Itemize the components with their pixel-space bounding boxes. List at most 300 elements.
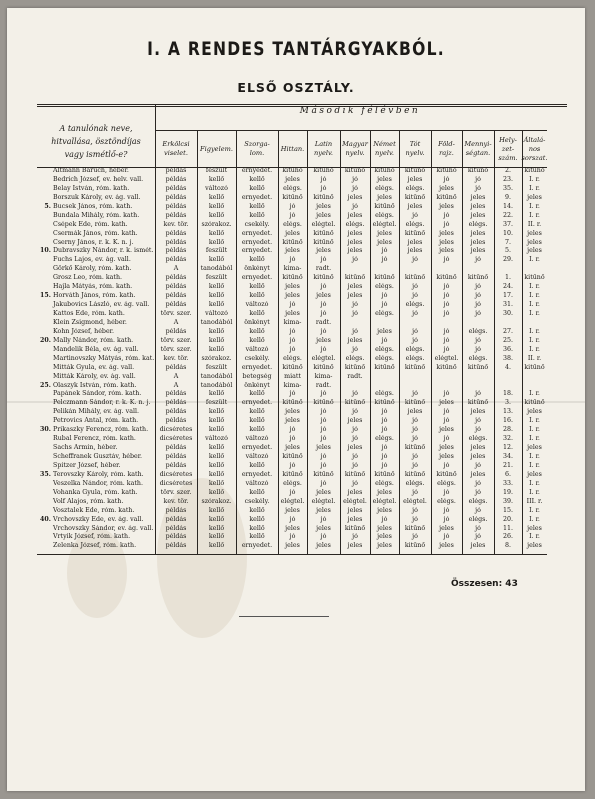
grade-cell: jeles bbox=[347, 515, 363, 523]
grade-cell: jó bbox=[320, 533, 327, 541]
grade-cell: kellő bbox=[208, 479, 225, 487]
grade-cell: kitűnő bbox=[313, 238, 334, 246]
student-name: Dubravszky Nándor, r. k. ismét. bbox=[53, 247, 154, 255]
grade-cell: jó bbox=[320, 327, 327, 335]
grade-cell: feszült bbox=[205, 167, 228, 174]
grade-cell: jó bbox=[443, 488, 450, 496]
student-name-cell bbox=[37, 525, 155, 534]
grade-cell: jó bbox=[443, 175, 450, 183]
grade-cell: kellő bbox=[249, 426, 265, 434]
grade-cell: önkényt bbox=[244, 265, 270, 273]
student-name-cell bbox=[37, 382, 155, 391]
grade-cell: I. r. bbox=[529, 435, 540, 443]
grade-cell: jó bbox=[475, 292, 481, 300]
grade-cell: radt. bbox=[347, 372, 363, 380]
grade-cell: szórakoz. bbox=[201, 354, 232, 362]
grade-cell: kellő bbox=[249, 506, 265, 514]
grade-cell: kellő bbox=[208, 408, 225, 416]
grade-cell: ernyedet. bbox=[241, 274, 273, 282]
grade-cell: II. r. bbox=[527, 354, 542, 362]
table-row bbox=[37, 399, 567, 408]
grade-cell: jeles bbox=[316, 247, 331, 255]
grade-cell: jeles bbox=[470, 542, 486, 550]
grade-cell: kellő bbox=[249, 292, 265, 300]
column-header-line: Föld- bbox=[438, 140, 455, 148]
grade-cell: kitűnő bbox=[436, 167, 457, 174]
grade-cell: elégs. bbox=[375, 211, 394, 219]
student-name: Borszuk Károly, ev. ág. vall. bbox=[53, 193, 141, 201]
grade-cell: példás bbox=[165, 193, 187, 201]
grade-cell: kitűnő bbox=[313, 363, 334, 371]
table-row bbox=[37, 408, 567, 417]
grade-cell: jeles bbox=[439, 444, 454, 452]
student-name: Pelikán Mihály, ev. ág. vall. bbox=[53, 408, 140, 416]
grade-cell: jó bbox=[320, 453, 327, 460]
grade-cell: feszült bbox=[205, 247, 228, 255]
column-header-line: nyelv. bbox=[313, 149, 334, 157]
grade-cell: jeles bbox=[470, 444, 486, 452]
grade-cell: változó bbox=[205, 435, 228, 443]
column-header bbox=[278, 130, 307, 168]
grade-cell: kellő bbox=[208, 533, 225, 541]
grade-cell: jeles bbox=[377, 524, 392, 532]
grade-cell: kellő bbox=[208, 524, 225, 532]
grade-cell: jó bbox=[443, 417, 450, 425]
grade-cell: elégs. bbox=[405, 354, 425, 362]
grade-cell: kellő bbox=[249, 336, 265, 344]
grade-cell: jeles bbox=[439, 453, 454, 460]
table-row bbox=[37, 212, 567, 221]
student-name-cell bbox=[37, 212, 155, 221]
grade-cell: törv. szer. bbox=[160, 310, 192, 317]
student-name-cell bbox=[37, 256, 155, 265]
grade-cell: jó bbox=[475, 390, 481, 398]
grade-cell: A bbox=[173, 381, 179, 389]
table-row bbox=[37, 346, 567, 355]
student-name-cell bbox=[37, 408, 155, 417]
grade-cell: kitűnő bbox=[467, 167, 489, 174]
grade-cell: jó bbox=[412, 283, 418, 291]
grade-cell: jó bbox=[475, 301, 481, 309]
grade-cell: kitűnő bbox=[524, 167, 545, 174]
grade-cell: kellő bbox=[208, 345, 225, 353]
grade-cell: jó bbox=[289, 515, 296, 523]
grade-cell: jó bbox=[289, 336, 296, 344]
grade-cell: jó bbox=[412, 435, 418, 443]
grade-cell: példás bbox=[165, 444, 187, 452]
grade-cell: jó bbox=[443, 506, 450, 514]
grade-cell: jó bbox=[352, 533, 358, 541]
grade-cell: kellő bbox=[208, 256, 225, 264]
grade-cell: jeles bbox=[347, 542, 363, 550]
grade-cell: kellő bbox=[249, 211, 265, 219]
column-header-line: Hely- bbox=[499, 135, 517, 144]
student-name: Hajla Mátyás, róm. kath. bbox=[53, 283, 133, 291]
grade-cell: tanodából bbox=[200, 372, 233, 380]
grade-cell: jeles bbox=[377, 533, 392, 541]
grade-cell: jó bbox=[381, 256, 388, 264]
page-title: I. A RENDES TANTÁRGYAKBÓL. bbox=[147, 38, 445, 60]
grade-cell: példás bbox=[165, 175, 187, 183]
table-row bbox=[37, 516, 567, 525]
table-row bbox=[37, 247, 567, 256]
table-row bbox=[37, 319, 567, 328]
grade-cell: példás bbox=[165, 256, 187, 264]
grade-cell: jeles bbox=[439, 229, 454, 237]
grade-cell: jeles bbox=[316, 336, 331, 344]
grade-cell: I. r. bbox=[529, 426, 540, 434]
grade-cell: kitűnő bbox=[374, 399, 395, 407]
student-name-cell bbox=[37, 516, 155, 525]
grade-cell: jó bbox=[412, 211, 418, 219]
grade-cell: tanodából bbox=[200, 318, 233, 326]
grade-cell: 27. bbox=[502, 327, 513, 335]
grade-cell: I. r. bbox=[529, 310, 540, 317]
grade-cell: radt. bbox=[315, 265, 332, 273]
student-name-cell bbox=[37, 230, 155, 239]
student-name: Martinovszky Mátyás, róm. kat. bbox=[53, 354, 155, 362]
grade-cell: jó bbox=[381, 515, 388, 523]
table-row bbox=[37, 462, 567, 471]
grade-cell: A bbox=[173, 372, 179, 380]
grade-cell: kellő bbox=[249, 256, 265, 264]
grade-cell: kima- bbox=[283, 318, 302, 326]
grade-cell: kitűnő bbox=[344, 470, 366, 478]
student-name: Kattos Ede, róm. kath. bbox=[53, 310, 125, 317]
grade-cell: jeles bbox=[285, 506, 300, 514]
grade-cell: kitűnő bbox=[282, 470, 303, 478]
grade-cell: 16. bbox=[502, 417, 513, 425]
grade-cell: példás bbox=[165, 524, 187, 532]
grade-cell: kitűnő bbox=[404, 167, 426, 174]
student-name: Petrovics Antal, róm. kath. bbox=[53, 417, 139, 425]
grade-cell: elégs. bbox=[405, 301, 425, 309]
grade-cell: jó bbox=[289, 202, 296, 210]
grade-cell: jó bbox=[443, 336, 450, 344]
grade-cell: jeles bbox=[316, 542, 331, 550]
grade-cell: példás bbox=[165, 247, 187, 255]
column-header-line: Tót bbox=[409, 140, 421, 148]
grade-cell: jeles bbox=[347, 488, 363, 496]
grade-cell: ernyedet. bbox=[241, 247, 273, 255]
student-name-cell bbox=[37, 301, 155, 310]
grade-cell: kellő bbox=[249, 175, 265, 183]
grade-cell: jó bbox=[475, 310, 481, 317]
grade-cell: példás bbox=[165, 238, 187, 246]
grade-cell: jeles bbox=[316, 292, 331, 300]
grade-cell: I. r. bbox=[529, 202, 540, 210]
column-header-line: zet- bbox=[501, 144, 515, 153]
grade-cell: jó bbox=[443, 515, 450, 523]
table-row bbox=[37, 328, 567, 337]
grade-cell: jeles bbox=[377, 193, 392, 201]
grade-cell: ernyedet. bbox=[241, 542, 273, 550]
grade-cell: elégs. bbox=[345, 354, 365, 362]
table-row bbox=[37, 507, 567, 516]
table-row bbox=[37, 283, 567, 292]
grade-cell: jó bbox=[320, 301, 327, 309]
grade-cell: 30. bbox=[502, 310, 513, 317]
student-name: Spitzer József, héber. bbox=[53, 461, 121, 469]
grade-cell: 1. bbox=[504, 274, 511, 282]
grade-cell: jeles bbox=[347, 238, 363, 246]
grade-cell: 22. bbox=[502, 211, 513, 219]
grade-cell: jó bbox=[443, 310, 450, 317]
grade-cell: radt. bbox=[315, 318, 332, 326]
grade-cell: csekély. bbox=[244, 220, 270, 228]
grade-cell: kitűnő bbox=[524, 399, 545, 407]
grade-cell: jeles bbox=[407, 175, 423, 183]
grade-cell: jeles bbox=[347, 193, 363, 201]
grade-cell: változó bbox=[245, 301, 269, 309]
grade-cell: 24. bbox=[502, 283, 513, 291]
grade-cell: jó bbox=[412, 533, 418, 541]
student-name: Veszelka Nándor, róm. kath. bbox=[53, 479, 143, 487]
grade-cell: elégs. bbox=[283, 220, 302, 228]
grade-cell: elégtel. bbox=[372, 220, 397, 228]
grade-cell: elégtel. bbox=[403, 497, 427, 505]
grade-cell: elégs. bbox=[375, 479, 394, 487]
grade-cell: jó bbox=[412, 515, 418, 523]
grade-cell: jeles bbox=[439, 399, 454, 407]
grade-cell: jeles bbox=[285, 417, 300, 425]
grade-cell: 13. bbox=[502, 408, 513, 416]
student-name: Vrchovszky Ede, ev. ág. vall. bbox=[53, 515, 144, 523]
grade-cell: jó bbox=[412, 506, 418, 514]
grade-cell: példás bbox=[165, 229, 187, 237]
student-name: Papánek Sándor, róm. kath. bbox=[53, 390, 142, 398]
grade-cell: 7. bbox=[504, 238, 511, 246]
grade-cell: kellő bbox=[249, 417, 265, 425]
row-number: 5. bbox=[44, 202, 51, 210]
student-name-cell bbox=[37, 185, 155, 194]
grade-cell: jeles bbox=[439, 524, 454, 532]
grade-cell: kellő bbox=[208, 453, 225, 460]
grade-cell: jó bbox=[475, 479, 481, 487]
table-row bbox=[37, 453, 567, 462]
grade-cell: jeles bbox=[377, 175, 392, 183]
grade-cell: jó bbox=[352, 301, 358, 309]
grade-cell: csekély. bbox=[244, 497, 270, 505]
column-header-line: Hittan. bbox=[280, 144, 305, 153]
grade-cell: kima- bbox=[283, 381, 302, 389]
table-row bbox=[37, 310, 567, 319]
grade-cell: jó bbox=[475, 283, 481, 291]
grade-cell: 17. bbox=[502, 292, 513, 300]
column-header-line: Latin bbox=[314, 140, 333, 148]
grade-cell: kellő bbox=[249, 327, 265, 335]
student-name: Volf Alajos, róm. kath. bbox=[53, 497, 124, 505]
grade-cell: elégs. bbox=[405, 220, 425, 228]
grade-cell: elégtel. bbox=[311, 354, 336, 362]
grade-cell: jó bbox=[320, 435, 327, 443]
grade-cell: változó bbox=[245, 479, 269, 487]
grade-cell: elégs. bbox=[437, 479, 456, 487]
grade-cell: jó bbox=[443, 283, 450, 291]
grade-cell: példás bbox=[165, 461, 187, 469]
grade-cell: tanodából bbox=[200, 381, 233, 389]
grade-cell: jó bbox=[289, 301, 296, 309]
grade-cell: példás bbox=[165, 453, 187, 460]
grade-cell: jeles bbox=[527, 444, 542, 452]
grade-cell: jó bbox=[320, 256, 327, 264]
grade-cell: jeles bbox=[347, 292, 363, 300]
grade-cell: jó bbox=[443, 327, 450, 335]
grade-cell: önkényt bbox=[244, 318, 270, 326]
student-name-cell bbox=[37, 274, 155, 283]
grade-cell: jó bbox=[475, 336, 481, 344]
table-row bbox=[37, 230, 567, 239]
grade-cell: jeles bbox=[347, 211, 363, 219]
grade-cell: kellő bbox=[208, 515, 225, 523]
table-row bbox=[37, 203, 567, 212]
table-row bbox=[37, 274, 567, 283]
student-name: Vohanka Gyula, róm. kath. bbox=[53, 488, 138, 496]
grade-cell: jeles bbox=[439, 247, 454, 255]
grade-cell: jó bbox=[443, 533, 450, 541]
grade-cell: kitűnő bbox=[436, 274, 457, 282]
grade-cell: kellő bbox=[208, 488, 225, 496]
grade-cell: példás bbox=[165, 283, 187, 291]
column-header bbox=[340, 130, 370, 168]
grade-cell: jó bbox=[475, 461, 481, 469]
grade-cell: jó bbox=[381, 453, 388, 460]
grade-cell: kitűnő bbox=[404, 444, 426, 452]
grade-cell: I. r. bbox=[529, 256, 540, 264]
student-name: Altmann Baruch, héber. bbox=[53, 167, 129, 174]
grade-cell: elégs. bbox=[405, 184, 425, 192]
column-header bbox=[307, 130, 340, 168]
grade-cell: változó bbox=[205, 310, 228, 317]
table-row bbox=[37, 239, 567, 248]
student-name-cell bbox=[37, 265, 155, 274]
grade-cell: kitűnő bbox=[313, 399, 334, 407]
grade-cell: jó bbox=[475, 524, 481, 532]
grade-cell: jó bbox=[381, 336, 388, 344]
column-header-line: viselet. bbox=[164, 149, 188, 157]
student-name: Fuchs Lajos, ev. ág. vall. bbox=[53, 256, 131, 264]
grade-cell: jó bbox=[412, 417, 418, 425]
grade-cell: kellő bbox=[249, 283, 265, 291]
grade-cell: jó bbox=[289, 256, 296, 264]
grade-cell: példás bbox=[165, 408, 187, 416]
grade-cell: I. r. bbox=[529, 211, 540, 219]
student-name: Prikaszky Ferencz, róm. kath. bbox=[53, 426, 149, 434]
grade-cell: kitűnő bbox=[467, 363, 489, 371]
grade-cell: 5. bbox=[504, 247, 511, 255]
grade-cell: jó bbox=[475, 175, 481, 183]
grade-cell: 18. bbox=[502, 390, 513, 398]
grade-cell: jó bbox=[412, 461, 418, 469]
grade-cell: kellő bbox=[208, 542, 225, 550]
column-header bbox=[462, 130, 494, 168]
grade-cell: jó bbox=[412, 292, 418, 300]
grade-cell: kitűnő bbox=[436, 363, 457, 371]
grade-cell: kellő bbox=[249, 488, 265, 496]
grade-cell: jó bbox=[352, 461, 358, 469]
grade-cell: jó bbox=[289, 327, 296, 335]
grade-cell: jó bbox=[289, 461, 296, 469]
grade-cell: jó bbox=[443, 408, 450, 416]
period-header: Második félévben bbox=[299, 106, 421, 116]
grade-cell: jeles bbox=[527, 524, 542, 532]
column-header bbox=[399, 130, 431, 168]
grade-cell: csekély. bbox=[244, 354, 270, 362]
grade-cell: kellő bbox=[208, 202, 225, 210]
grade-cell: 34. bbox=[502, 453, 513, 460]
grade-cell: kitűnő bbox=[404, 363, 426, 371]
grade-cell: jó bbox=[352, 310, 358, 317]
grade-cell: kellő bbox=[249, 184, 265, 192]
grade-cell: önkényt bbox=[244, 381, 270, 389]
grade-cell: jeles bbox=[285, 247, 300, 255]
table-row bbox=[37, 444, 567, 453]
row-number: 35. bbox=[40, 470, 51, 478]
grade-cell: jeles bbox=[377, 506, 392, 514]
page-subtitle: ELSŐ OSZTÁLY. bbox=[237, 80, 355, 95]
grade-cell: jó bbox=[381, 301, 388, 309]
row-number: 15. bbox=[40, 292, 51, 300]
student-name: Vrchovszky Sándor, ev. ág. vall. bbox=[53, 524, 154, 532]
grade-cell: kellő bbox=[208, 175, 225, 183]
grade-cell: kellő bbox=[208, 417, 225, 425]
grade-cell: kitűnő bbox=[282, 363, 303, 371]
grade-cell: jeles bbox=[347, 417, 363, 425]
table-row bbox=[37, 221, 567, 230]
grade-cell: jeles bbox=[377, 542, 392, 550]
grade-cell: jó bbox=[381, 417, 388, 425]
grade-cell: jeles bbox=[527, 247, 542, 255]
grade-cell: kellő bbox=[208, 444, 225, 452]
student-name-cell bbox=[37, 426, 155, 435]
grade-cell: jó bbox=[443, 292, 450, 300]
row-number: 25. bbox=[40, 381, 51, 389]
grade-cell: törv. szer. bbox=[160, 488, 192, 496]
grade-cell: kitűnő bbox=[404, 399, 426, 407]
grade-cell: jeles bbox=[527, 193, 542, 201]
grade-cell: kellő bbox=[208, 506, 225, 514]
grade-cell: elégs. bbox=[468, 354, 488, 362]
row-number: 20. bbox=[40, 336, 51, 344]
grade-cell: kitűnő bbox=[282, 238, 303, 246]
grade-cell: elégs. bbox=[468, 515, 488, 523]
grade-cell: elégs. bbox=[468, 220, 488, 228]
grade-cell: példás bbox=[165, 211, 187, 219]
student-name-cell bbox=[37, 489, 155, 498]
grade-cell: kitűnő bbox=[313, 229, 334, 237]
grade-cell: jó bbox=[289, 533, 296, 541]
grade-cell: jó bbox=[320, 283, 327, 291]
grade-cell: kitűnő bbox=[282, 453, 303, 460]
grade-cell: változó bbox=[245, 435, 269, 443]
grade-cell: változó bbox=[245, 345, 269, 353]
grade-cell: jó bbox=[443, 301, 450, 309]
student-name: Bundala Mihály, róm. kath. bbox=[53, 211, 140, 219]
student-name-cell bbox=[37, 319, 155, 328]
student-name: Scheffranek Gusztáv, héber. bbox=[53, 453, 143, 460]
grade-cell: kellő bbox=[208, 426, 225, 434]
grade-cell: I. r. bbox=[529, 175, 540, 183]
student-name: Horváth János, róm. kath. bbox=[53, 292, 136, 300]
grade-cell: II. r. bbox=[527, 220, 542, 228]
student-name: Mally Nándor, róm. kath. bbox=[53, 336, 134, 344]
student-column-header: A tanulónak neve, hitvallása, ösztöndíjas vagy ismétlő-e? bbox=[51, 124, 141, 159]
grade-cell: jeles bbox=[407, 202, 423, 210]
grade-cell: kellő bbox=[249, 202, 265, 210]
student-name-cell bbox=[37, 364, 155, 373]
grade-cell: I. r. bbox=[529, 283, 540, 291]
grade-cell: jó bbox=[320, 461, 327, 469]
